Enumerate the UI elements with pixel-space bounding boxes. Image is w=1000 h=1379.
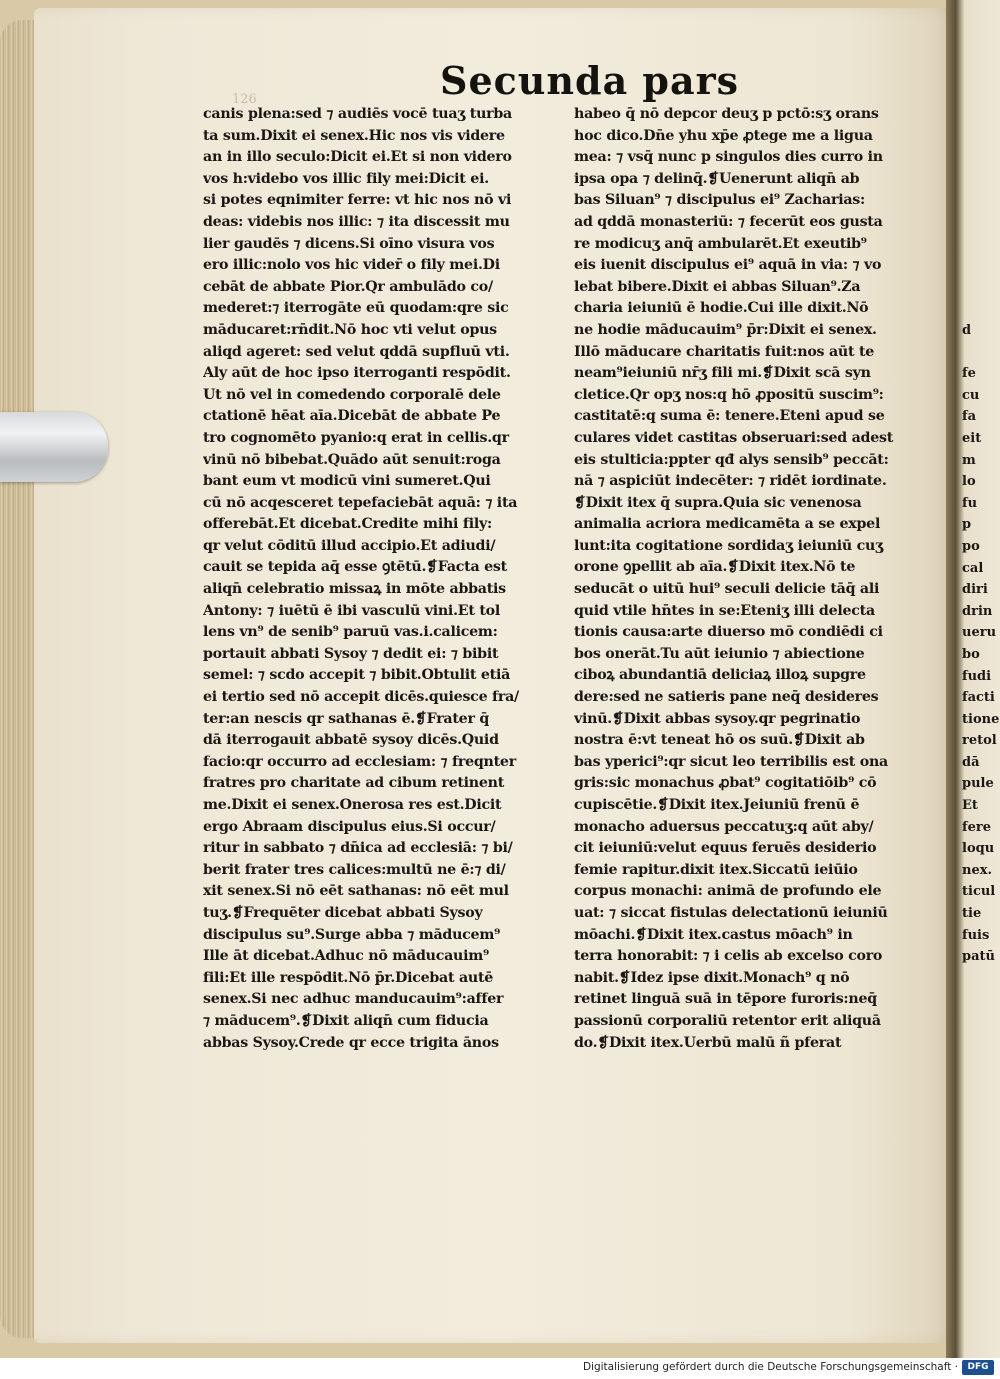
footer-bar	[0, 1358, 1000, 1379]
text-line: animalia acriora medicamēta a se expel	[574, 516, 881, 533]
text-line: femie rapitur.dixit itex.Siccatū ieiūio	[574, 861, 858, 878]
text-line: dā iterrogauit abbatē sysoy dicēs.Quid	[203, 732, 499, 749]
text-line: neam⁹ieiuniū nr̄ʒ fili mi.❡Dixit scā syn	[574, 365, 871, 382]
margin-text-line: m	[962, 452, 976, 468]
text-line: xit senex.Si nō eēt sathanas: nō eēt mul	[203, 883, 509, 900]
text-line: eis stulticia:ppter qđ alys sensib⁹ peccāt:	[574, 451, 889, 468]
text-line: māducaret:rn̄dit.Nō hoc vti velut opus	[203, 321, 497, 338]
text-line: si potes eqnimiter ferre: vt hic nos nō vi	[203, 192, 512, 209]
text-line: charia ieiuniū ē hodie.Cui ille dixit.Nō	[574, 300, 869, 317]
text-line: habeo q̄ nō depcor deuʒ p pctō:sʒ orans	[574, 106, 879, 122]
text-line: Aly aūt de hoc ipso iterroganti respōdit.	[203, 365, 511, 382]
text-line: fili:Et ille respōdit.Nō p̄r.Dicebat autē	[203, 969, 494, 986]
text-line: Antony: ⁊ iuētū ē ibi vasculū vini.Et tol	[203, 602, 500, 619]
margin-text-line: patū	[962, 949, 995, 965]
margin-text-line: fe	[962, 366, 976, 382]
text-line: seducāt o uitū hui⁹ seculi delicie tāq̄ ali	[574, 581, 880, 598]
text-line: tionis causa:arte diuerso mō condiēdi ci	[574, 624, 883, 641]
text-line: cebāt de abbate Pior.Qr ambulādo co/	[203, 278, 493, 295]
text-line: cit ieiuniū:velut equus feruēs desiderio	[574, 840, 877, 857]
text-line: portauit abbati Sysoy ⁊ dedit ei: ⁊ bibit	[203, 645, 499, 662]
margin-text-line: facti	[962, 690, 995, 706]
text-line: cū nō acqesceret tepefaciebāt aquā: ⁊ ita	[203, 494, 518, 511]
margin-text-line: tione	[962, 711, 1000, 727]
text-line: lens vn⁹ de senib⁹ paruū vas.i.calicem:	[203, 624, 498, 641]
text-line: cupiscētie.❡Dixit itex.Jeiuniū frenū ē	[574, 797, 860, 813]
text-line: dere:sed ne satieris pane neq̄ desideres	[574, 689, 879, 706]
margin-text-line: eit	[962, 430, 982, 446]
text-line: semel: ⁊ scdo accepit ⁊ bibit.Obtulit etiā	[203, 667, 511, 684]
text-line: corpus monachi: animā de profundo ele	[574, 883, 882, 900]
margin-text-line: cal	[962, 560, 984, 576]
text-line: vos h:videbo vos illic fily mei:Dicit ei.	[203, 170, 489, 187]
text-line: hoc dico.Dn̄e yhu xp̄e ꝓtege me a ligua	[574, 127, 873, 144]
text-line: ne hodie māducauim⁹ p̄r:Dixit ei senex.	[574, 321, 877, 338]
text-line: cletice.Qr opʒ nos:q hō ꝓpositū suscim⁹:	[574, 386, 884, 403]
text-line: ergo Abraam discipulus eius.Si occur/	[203, 818, 496, 835]
text-line: ctationē hēat aīa.Dicebāt de abbate Pe	[203, 408, 501, 425]
text-line: Ut nō vel in comedendo corporalē dele	[203, 386, 501, 403]
text-line: ad qddā monasteriū: ⁊ fecerūt eos gusta	[574, 213, 883, 230]
text-line: deas: videbis nos illic: ⁊ ita discessit mu	[203, 213, 510, 230]
text-line: fratres pro charitate ad cibum retinent	[203, 775, 504, 792]
text-line: nostra ē:vt teneat hō os suū.❡Dixit ab	[574, 732, 865, 749]
text-line: bos onerāt.Tu aūt ieiunio ⁊ abiectione	[574, 645, 865, 662]
margin-text-line: d	[962, 323, 972, 338]
margin-text-line: cu	[962, 387, 980, 403]
margin-text-line: fa	[962, 409, 977, 425]
text-line: senex.Si nec adhuc manducauim⁹:affer	[203, 991, 504, 1008]
text-line: lier gaudēs ⁊ dicens.Si oīno visura vos	[203, 235, 495, 252]
text-line: castitatē:q suma ē: tenere.Eteni apud se	[574, 408, 885, 425]
text-line: offerebāt.Et dicebat.Credite mihi fily:	[203, 516, 492, 533]
text-line: ipsa opa ⁊ delinq̄.❡Uenerunt aliqn̄ ab	[574, 170, 860, 187]
margin-text-line: Et	[962, 798, 978, 814]
next-page-margin-text	[962, 320, 1000, 968]
text-line: ei tertio sed nō accepit dicēs.quiesce fra/	[203, 689, 519, 706]
text-line: nā ⁊ aspiciūt indecēter: ⁊ ridēt iordinate.	[574, 473, 887, 490]
text-line: bas yperici⁹:qr sicut leo terribilis est ona	[574, 753, 888, 770]
text-line: uat: ⁊ siccat fistulas delectationū ieiuniū	[574, 904, 888, 921]
text-line: ero illic:nolo vos hic vider̄ o fily mei.Di	[203, 257, 500, 274]
text-line: ritur in sabbato ⁊ dn̄ica ad ecclesiā: ⁊ bi/	[203, 840, 513, 857]
text-line: qr velut cōditū illud accipio.Et adiudi/	[203, 537, 496, 554]
folio-number-bleedthrough: 126	[232, 92, 257, 107]
text-line: terra honorabit: ⁊ i celis ab excelso coro	[574, 948, 883, 965]
text-line: gris:sic monachus ꝓbat⁹ cogitatiōib⁹ cō	[574, 775, 877, 792]
text-line: aliqn̄ celebratio missaꝝ in mōte abbatis	[203, 581, 506, 598]
text-line: an in illo seculo:Dicit ei.Et si non videro	[203, 149, 512, 166]
text-line: mea: ⁊ vsq̄ nunc p singulos dies curro in	[574, 149, 883, 166]
text-line: lebat bibere.Dixit ei abbas Siluan⁹.Za	[574, 278, 861, 295]
margin-text-line: pule	[962, 776, 994, 792]
text-line: ter:an nescis qr sathanas ē.❡Frater q̄	[203, 710, 490, 727]
text-line: facio:qr occurro ad ecclesiam: ⁊ freqnter	[203, 753, 516, 770]
margin-text-line: p	[962, 517, 972, 533]
margin-text-line: ticul	[962, 884, 996, 900]
running-title: Secunda pars	[440, 58, 740, 103]
text-line: tro cognomēto pyanio:q erat in cellis.qr	[203, 429, 509, 446]
margin-text-line: po	[962, 538, 980, 554]
margin-text-line: drin	[962, 603, 993, 619]
text-line: discipulus su⁹.Surge abba ⁊ māducem⁹	[203, 926, 501, 943]
text-line: me.Dixit ei senex.Onerosa res est.Dicit	[203, 797, 502, 813]
margin-text-line: retol	[962, 733, 997, 749]
margin-text-line: dā	[962, 754, 980, 770]
text-line: abbas Sysoy.Crede qr ecce trigita ānos	[203, 1034, 499, 1051]
margin-text-line: fere	[962, 819, 991, 835]
text-line: bas Siluan⁹ ⁊ discipulus ei⁹ Zacharias:	[574, 192, 866, 209]
margin-text-line: diri	[962, 582, 988, 598]
text-line: vinū nō bibebat.Quādo aūt senuit:roga	[203, 451, 501, 468]
text-line: canis plena:sed ⁊ audiēs vocē tuaʒ turba	[203, 106, 513, 122]
text-line: ⁊ māducem⁹.❡Dixit aliqn̄ cum fiducia	[203, 1012, 489, 1029]
margin-text-line: ueru	[962, 625, 997, 641]
text-line: passionū corporaliū retentor erit aliquā	[574, 1012, 881, 1029]
text-line: lunt:ita cogitatione sordidaʒ ieiuniū cuʒ	[574, 537, 883, 554]
text-line: nabit.❡Idez ipse dixit.Monach⁹ q nō	[574, 969, 850, 986]
text-line: mederet:⁊ iterrogāte eū quodam:qre sic	[203, 300, 509, 317]
funding-credit: Digitalisierung gefördert durch die Deutsche Forschungsgemeinschaft ·	[582, 1361, 958, 1373]
text-line: retinet linguā suā in tēpore furoris:neq̄	[574, 991, 877, 1008]
margin-text-line: lo	[962, 474, 976, 490]
text-line: eis iuenit discipulus ei⁹ aquā in via: ⁊ vo	[574, 257, 882, 274]
margin-text-line: fudi	[962, 668, 992, 684]
margin-text-line: nex.	[962, 862, 992, 878]
page-holder-clip	[0, 412, 108, 482]
text-line: orone ꝯpellit ab aīa.❡Dixit itex.Nō te	[574, 559, 856, 576]
margin-text-line: fu	[962, 495, 978, 511]
text-column-left	[203, 104, 555, 1054]
margin-text-line: loqu	[962, 841, 995, 857]
margin-text-line	[962, 342, 1000, 364]
margin-text-line: fuis	[962, 927, 990, 943]
text-line: bant eum vt modicū vini sumeret.Qui	[203, 473, 491, 490]
text-line: aliqd ageret: sed velut qddā supfluū vti.	[203, 343, 510, 360]
text-line: ta sum.Dixit ei senex.Hic nos vis videre	[203, 127, 505, 144]
text-line: vinū.❡Dixit abbas sysoy.qr pegrinatio	[574, 710, 861, 727]
text-line: ❡Dixit itex q̄ supra.Quia sic venenosa	[574, 494, 862, 511]
text-column-right	[574, 104, 932, 1054]
text-line: berit frater tres calices:multū ne ē:⁊ di/	[203, 861, 506, 878]
margin-text-line: bo	[962, 646, 980, 662]
text-line: do.❡Dixit itex.Uerbū malū ñ pferat	[574, 1034, 842, 1051]
text-line: quid vtile hn̄tes in se:Eteniʒ illi delecta	[574, 602, 875, 619]
dfg-logo: DFG	[962, 1360, 994, 1375]
text-line: re modicuʒ anq̄ ambularēt.Et exeutib⁹	[574, 235, 867, 252]
text-line: monacho aduersus peccatuʒ:q aūt aby/	[574, 818, 874, 835]
text-line: cauit se tepida aq̄ esse ꝯtētū.❡Facta est	[203, 559, 507, 576]
text-line: culares videt castitas obseruari:sed adest	[574, 429, 894, 446]
text-line: ciboꝝ abundantiā deliciaꝝ illoꝝ supgre	[574, 667, 866, 684]
text-line: Illō māducare charitatis fuit:nos aūt te	[574, 343, 875, 360]
text-line: tuʒ.❡Frequēter dicebat abbati Sysoy	[203, 904, 483, 921]
text-line: mōachi.❡Dixit itex.castus mōach⁹ in	[574, 926, 853, 943]
text-line: Ille āt dicebat.Adhuc nō māducauim⁹	[203, 948, 489, 965]
margin-text-line: tie	[962, 906, 982, 922]
